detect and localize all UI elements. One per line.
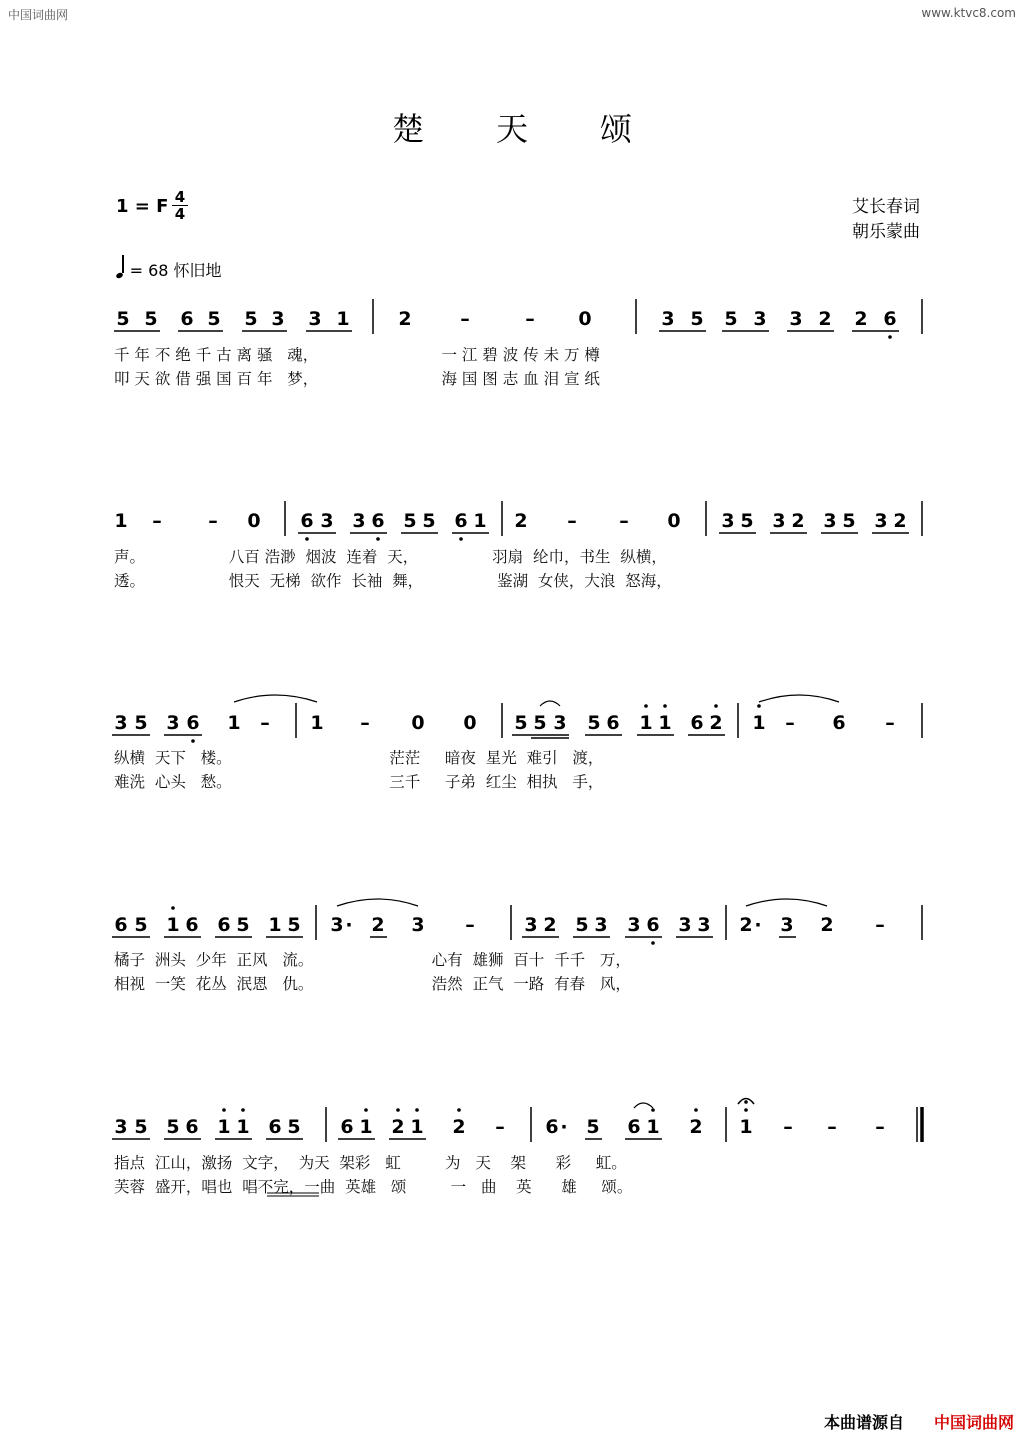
svg-text:5: 5 <box>236 914 250 936</box>
notation-line-1 <box>0 296 1024 346</box>
svg-text:5: 5 <box>740 510 754 532</box>
svg-text:3: 3 <box>721 510 735 532</box>
svg-text:6: 6 <box>454 510 468 532</box>
svg-text:5: 5 <box>134 1116 148 1138</box>
svg-text:·: · <box>345 914 353 936</box>
svg-text:3: 3 <box>330 914 344 936</box>
svg-text:5: 5 <box>533 712 547 734</box>
watermark-right: www.ktvc8.com <box>921 6 1016 20</box>
notes <box>114 914 884 936</box>
svg-text:1: 1 <box>646 1116 660 1138</box>
svg-text:2: 2 <box>452 1116 466 1138</box>
svg-text:3: 3 <box>553 712 567 734</box>
lyrics-line-4-verse-1: 橘子 洲头 少年 正风 流。 心有 雄狮 百十 千千 万， <box>114 951 631 969</box>
key-signature: 1 = F <box>116 196 169 217</box>
svg-text:5: 5 <box>587 712 601 734</box>
svg-text:5: 5 <box>244 308 258 330</box>
svg-text:0: 0 <box>247 510 261 532</box>
lyrics-line-2-verse-2: 透。 恨天 无梯 欲作 长袖 舞， 鉴湖 女侠，大浪 怒海， <box>114 572 672 590</box>
svg-text:2: 2 <box>818 308 832 330</box>
svg-text:2: 2 <box>739 914 753 936</box>
svg-text:·: · <box>754 914 762 936</box>
svg-text:–: – <box>785 712 795 734</box>
svg-text:6: 6 <box>627 1116 641 1138</box>
svg-text:3: 3 <box>697 914 711 936</box>
svg-text:5: 5 <box>134 712 148 734</box>
svg-text:2: 2 <box>371 914 385 936</box>
footer-source-label: 本曲谱源自 <box>823 1413 904 1432</box>
lyric-underline-mark <box>0 1192 1024 1198</box>
lyrics-line-1-verse-1: 千 年 不 绝 千 古 离 骚 魂， 一 江 碧 波 传 未 万 樽 <box>114 346 600 364</box>
lyrics-line-4-verse-2: 相视 一笑 花丛 泯恩 仇。 浩然 正气 一路 有春 风， <box>114 975 631 993</box>
lyrics-line-2-verse-1: 声。 八百 浩渺 烟波 连着 天， 羽扇 纶巾，书生 纵横， <box>114 548 667 566</box>
svg-text:–: – <box>465 914 475 936</box>
svg-text:1: 1 <box>268 914 282 936</box>
svg-text:3: 3 <box>780 914 794 936</box>
notes <box>114 1116 884 1138</box>
svg-text:2: 2 <box>391 1116 405 1138</box>
low-octave-dots <box>305 537 463 541</box>
quarter-note-stem-icon <box>122 255 124 273</box>
footer-site-logo[interactable]: 中国词曲网 <box>933 1413 1014 1432</box>
svg-text:3: 3 <box>772 510 786 532</box>
svg-text:–: – <box>827 1116 837 1138</box>
lyrics-line-3-verse-2: 难洗 心头 愁。 三千 子弟 红尘 相执 手， <box>114 773 604 791</box>
svg-text:5: 5 <box>287 914 301 936</box>
underlines <box>112 735 725 738</box>
svg-text:1: 1 <box>658 712 672 734</box>
svg-text:0: 0 <box>411 712 425 734</box>
svg-text:1: 1 <box>236 1116 250 1138</box>
svg-text:0: 0 <box>463 712 477 734</box>
time-signature <box>172 189 188 222</box>
ties <box>234 695 839 706</box>
svg-text:3: 3 <box>823 510 837 532</box>
svg-text:1: 1 <box>410 1116 424 1138</box>
tempo-marking <box>116 258 222 281</box>
svg-text:6: 6 <box>371 510 385 532</box>
svg-text:3: 3 <box>114 712 128 734</box>
svg-text:6: 6 <box>690 712 704 734</box>
svg-text:5: 5 <box>207 308 221 330</box>
svg-text:2: 2 <box>791 510 805 532</box>
svg-text:2: 2 <box>543 914 557 936</box>
svg-text:6: 6 <box>545 1116 559 1138</box>
svg-text:6: 6 <box>268 1116 282 1138</box>
notation-line-5 <box>0 1092 1024 1152</box>
svg-text:0: 0 <box>578 308 592 330</box>
svg-text:5: 5 <box>422 510 436 532</box>
svg-text:0: 0 <box>667 510 681 532</box>
svg-text:–: – <box>885 712 895 734</box>
svg-text:5: 5 <box>586 1116 600 1138</box>
lyrics-line-5-verse-2: 芙蓉 盛开，唱也 唱不完，一曲 英雄 颂 一 曲 英 雄 颂。 <box>114 1178 633 1196</box>
svg-text:–: – <box>495 1116 505 1138</box>
ties <box>634 1103 653 1108</box>
svg-text:–: – <box>260 712 270 734</box>
svg-text:5: 5 <box>575 914 589 936</box>
lyrics-line-5-verse-1: 指点 江山，激扬 文字， 为天 架彩 虹 为 天 架 彩 虹。 <box>114 1154 627 1172</box>
svg-text:5: 5 <box>514 712 528 734</box>
svg-text:6: 6 <box>185 914 199 936</box>
time-signature-bottom: 4 <box>172 205 188 222</box>
svg-text:2: 2 <box>689 1116 703 1138</box>
svg-text:5: 5 <box>144 308 158 330</box>
svg-text:6: 6 <box>832 712 846 734</box>
svg-text:1: 1 <box>639 712 653 734</box>
svg-text:–: – <box>783 1116 793 1138</box>
svg-text:6: 6 <box>340 1116 354 1138</box>
svg-text:1: 1 <box>739 1116 753 1138</box>
svg-text:–: – <box>567 510 577 532</box>
low-octave-dot <box>888 335 892 339</box>
svg-text:3: 3 <box>627 914 641 936</box>
svg-text:6: 6 <box>186 712 200 734</box>
svg-text:1: 1 <box>227 712 241 734</box>
time-signature-top: 4 <box>174 188 186 206</box>
svg-text:3: 3 <box>166 712 180 734</box>
lyricist-credit: 艾长春词 <box>852 197 920 217</box>
svg-text:3: 3 <box>594 914 608 936</box>
svg-text:5: 5 <box>116 308 130 330</box>
svg-text:2: 2 <box>820 914 834 936</box>
svg-text:5: 5 <box>134 914 148 936</box>
svg-text:3: 3 <box>874 510 888 532</box>
svg-text:3: 3 <box>661 308 675 330</box>
svg-text:5: 5 <box>166 1116 180 1138</box>
svg-text:–: – <box>152 510 162 532</box>
composer-credit: 朝乐蒙曲 <box>852 222 920 242</box>
bar-lines <box>373 299 922 334</box>
svg-text:1: 1 <box>752 712 766 734</box>
svg-text:–: – <box>619 510 629 532</box>
svg-text:1: 1 <box>114 510 128 532</box>
svg-text:3: 3 <box>308 308 322 330</box>
svg-text:6: 6 <box>180 308 194 330</box>
svg-text:5: 5 <box>724 308 738 330</box>
fermata-icon <box>738 1099 754 1105</box>
tempo-value: = 68 <box>129 261 169 280</box>
svg-text:3: 3 <box>114 1116 128 1138</box>
svg-text:1: 1 <box>473 510 487 532</box>
notation-line-2 <box>0 498 1024 548</box>
svg-text:–: – <box>875 914 885 936</box>
watermark-left: 中国词曲网 <box>8 8 69 22</box>
octave-dots <box>222 1108 748 1112</box>
svg-text:1: 1 <box>336 308 350 330</box>
svg-text:1: 1 <box>217 1116 231 1138</box>
notation-line-3 <box>0 690 1024 750</box>
notes <box>116 308 896 330</box>
svg-text:–: – <box>208 510 218 532</box>
svg-text:3: 3 <box>678 914 692 936</box>
svg-text:1: 1 <box>310 712 324 734</box>
tempo-expression: 怀旧地 <box>173 261 222 280</box>
notes <box>114 712 894 734</box>
svg-text:·: · <box>560 1116 568 1138</box>
ties <box>337 899 827 906</box>
lyrics-line-3-verse-1: 纵横 天下 楼。 茫茫 暗夜 星光 难引 渡， <box>114 749 604 767</box>
svg-text:6: 6 <box>114 914 128 936</box>
svg-text:5: 5 <box>403 510 417 532</box>
svg-text:–: – <box>875 1116 885 1138</box>
lyrics-line-1-verse-2: 叩 天 欲 借 强 国 百 年 梦， 海 国 图 志 血 泪 宣 纸 <box>114 370 600 388</box>
svg-text:6: 6 <box>300 510 314 532</box>
svg-text:2: 2 <box>893 510 907 532</box>
svg-text:5: 5 <box>842 510 856 532</box>
svg-text:6: 6 <box>883 308 897 330</box>
svg-text:–: – <box>360 712 370 734</box>
svg-text:3: 3 <box>753 308 767 330</box>
svg-text:5: 5 <box>287 1116 301 1138</box>
svg-text:6: 6 <box>185 1116 199 1138</box>
svg-text:2: 2 <box>854 308 868 330</box>
notes <box>114 510 906 532</box>
svg-text:3: 3 <box>271 308 285 330</box>
svg-text:–: – <box>525 308 535 330</box>
svg-text:5: 5 <box>690 308 704 330</box>
svg-text:1: 1 <box>359 1116 373 1138</box>
svg-text:6: 6 <box>646 914 660 936</box>
song-title: 楚天颂 <box>391 110 704 148</box>
svg-text:3: 3 <box>524 914 538 936</box>
svg-text:–: – <box>460 308 470 330</box>
notation-line-4 <box>0 892 1024 952</box>
svg-text:3: 3 <box>789 308 803 330</box>
svg-text:3: 3 <box>320 510 334 532</box>
svg-text:2: 2 <box>709 712 723 734</box>
svg-text:2: 2 <box>398 308 412 330</box>
svg-text:3: 3 <box>352 510 366 532</box>
svg-text:6: 6 <box>606 712 620 734</box>
svg-text:1: 1 <box>166 914 180 936</box>
svg-text:2: 2 <box>514 510 528 532</box>
svg-text:3: 3 <box>411 914 425 936</box>
svg-text:6: 6 <box>217 914 231 936</box>
